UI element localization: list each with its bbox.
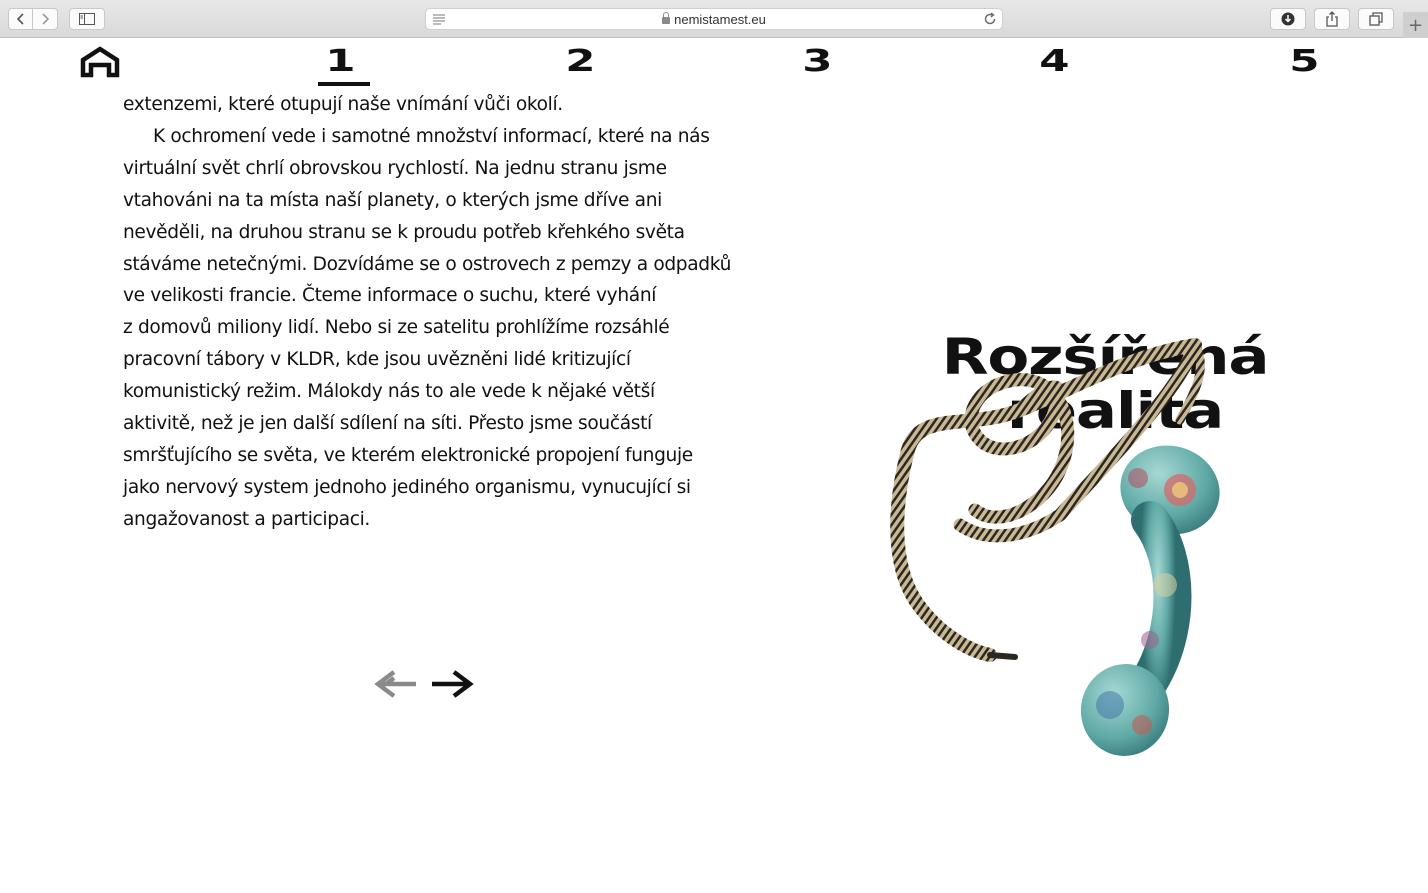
url-display — [426, 12, 1002, 27]
telephone-illustration — [880, 330, 1320, 770]
chevron-right-icon — [40, 13, 50, 25]
forward-button[interactable] — [33, 8, 58, 30]
title-line-1: Rozšířená — [941, 328, 1269, 386]
active-nav-indicator — [318, 82, 370, 86]
sidebar-icon — [79, 13, 95, 25]
text-line: stáváme netečnými. Dozvídáme se o ostrovech z pemzy a odpadků — [123, 253, 732, 275]
share-button[interactable] — [1314, 8, 1350, 30]
reload-icon[interactable] — [983, 12, 997, 26]
text-line: ve velikosti francie. Čteme informace o suchu, které vyhání — [123, 285, 657, 307]
address-bar[interactable] — [425, 8, 1003, 30]
nav-item-5[interactable]: 5 — [1289, 44, 1320, 79]
browser-toolbar — [0, 0, 1428, 38]
text-line: extenzemi, které otupují naše vnímání vůči okolí. — [123, 94, 563, 115]
nav-item-4[interactable]: 4 — [1039, 44, 1070, 79]
article-text — [123, 89, 783, 536]
tabs-icon — [1369, 12, 1383, 26]
nav-item-3[interactable]: 3 — [802, 44, 833, 79]
back-button[interactable] — [8, 8, 33, 30]
text-line: angažovanost a participaci. — [123, 508, 370, 530]
download-icon — [1281, 12, 1295, 26]
text-line: smršťujícího se světa, ve kterém elektronické propojení funguje — [123, 444, 693, 466]
nav-item-2[interactable]: 2 — [565, 44, 596, 79]
text-line: komunistický režim. Málokdy nás to ale vede k nějaké větší — [123, 381, 655, 403]
url-text: nemistamest.eu — [674, 12, 766, 27]
nav-item-1[interactable]: 1 — [325, 44, 356, 79]
text-line: pracovní tábory v KLDR, kde jsou uvězněni lidé kritizující — [123, 349, 631, 371]
chevron-left-icon — [16, 13, 26, 25]
title-line-2: realita — [1006, 382, 1224, 440]
text-line: vtahováni na ta místa naší planety, o kterých jsme dříve ani — [123, 189, 662, 211]
text-line: K ochromení vede i samotné množství informací, které na nás — [153, 125, 710, 147]
arrow-right-icon[interactable] — [430, 668, 476, 700]
text-line: nevěděli, na druhou stranu se k proudu potřeb křehkého světa — [123, 221, 685, 243]
share-icon — [1325, 11, 1339, 27]
lock-icon — [662, 17, 670, 24]
plus-icon: + — [1407, 14, 1424, 36]
text-line: z domovů miliony lidí. Nebo si ze satelitu prohlížíme rozsáhlé — [123, 317, 670, 339]
text-line: aktivitě, než je jen další sdílení na síti. Přesto jsme součástí — [123, 413, 652, 435]
downloads-button[interactable] — [1270, 8, 1306, 30]
new-tab-button[interactable] — [1403, 12, 1428, 38]
tab-overview-button[interactable] — [1358, 8, 1394, 30]
home-icon[interactable] — [80, 46, 120, 78]
arrow-left-icon[interactable] — [372, 668, 418, 700]
text-line: jako nervový system jednoho jediného organismu, vynucující si — [123, 476, 691, 498]
text-line: virtuální svět chrlí obrovskou rychlostí. Na jednu stranu jsme — [123, 157, 667, 179]
sidebar-button[interactable] — [69, 8, 105, 30]
